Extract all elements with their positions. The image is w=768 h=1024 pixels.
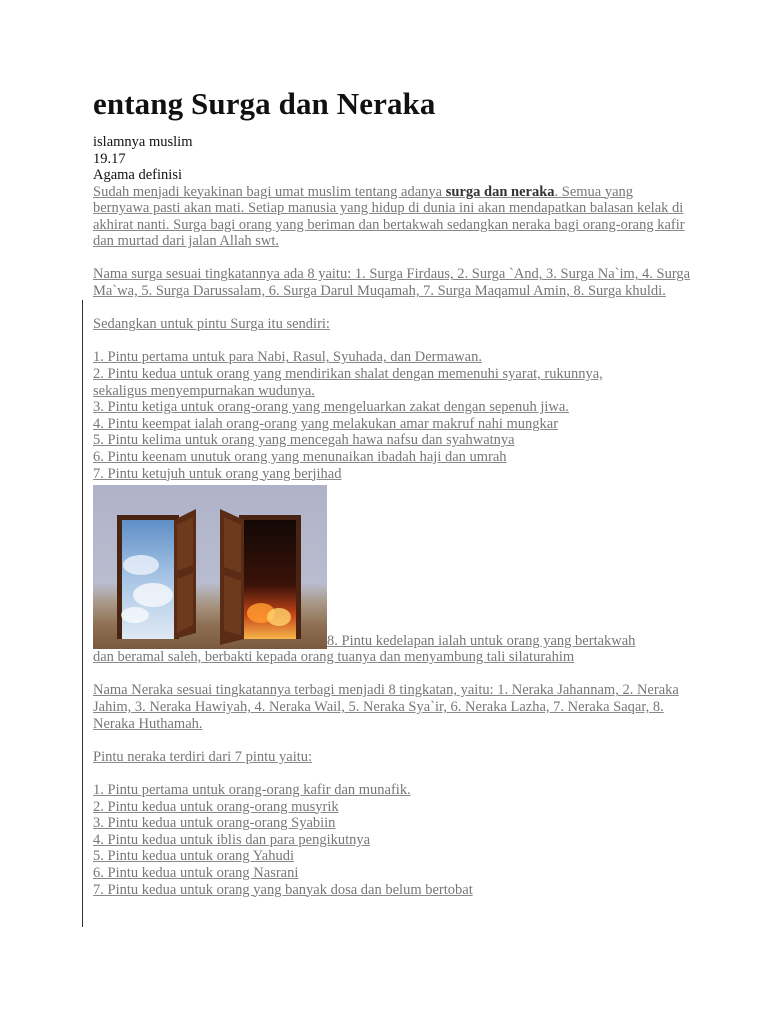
post-category[interactable]: Agama definisi [93, 167, 182, 183]
left-margin-rule [82, 300, 83, 927]
author-name[interactable]: islamnya muslim [93, 134, 193, 150]
list-item[interactable]: sekaligus menyempurnakan wudunya. [93, 382, 315, 399]
list-item[interactable]: 6. Pintu kedua untuk orang Nasrani [93, 864, 299, 881]
list-item[interactable]: 2. Pintu kedua untuk orang-orang musyrik [93, 798, 339, 815]
list-item[interactable]: 3. Pintu ketiga untuk orang-orang yang mengeluarkan zakat dengan sepenuh jiwa. [93, 399, 569, 416]
heaven-hell-doors-image[interactable] [93, 485, 327, 649]
list-item[interactable]: 7. Pintu kedua untuk orang yang banyak dosa dan belum bertobat [93, 881, 473, 898]
neraka-names-paragraph[interactable]: Nama Neraka sesuai tingkatannya terbagi menjadi 8 tingkatan, yaitu: 1. Neraka Jahannam, 2. Neraka Jahim, 3. Neraka Hawiyah, 4. Neraka Wail, 5. Neraka Sya`ir, 6. Neraka Lazha, 7. Neraka Saqar, 8. Neraka Huthamah. [93, 682, 679, 732]
doors-image-row [93, 485, 693, 649]
list-item[interactable]: 1. Pintu pertama untuk para Nabi, Rasul, Syuhada, dan Dermawan. [93, 349, 482, 366]
list-item[interactable]: 5. Pintu kelima untuk orang yang mencegah hawa nafsu dan syahwatnya [93, 432, 515, 449]
post-time[interactable]: 19.17 [93, 150, 126, 167]
door8-line2[interactable]: dan beramal saleh, berbakti kepada orang tuanya dan menyambung tali silaturahim [93, 649, 575, 666]
neraka-doors-list [93, 782, 693, 898]
list-item[interactable]: 4. Pintu kedua untuk iblis dan para pengikutnya [93, 831, 371, 848]
intro-paragraph[interactable]: Sudah menjadi keyakinan bagi umat muslim tentang adanya surga dan neraka. Semua yang bernyawa pasti akan mati. Setiap manusia yang hidup di dunia ini akan mendapatkan balasan kelak di akhirat nanti. Surga bagi orang yang beriman dan bertakwah sedangkan neraka bagi orang-orang kafir dan murtad dari jalan Allah swt. [93, 183, 685, 250]
list-item[interactable]: 3. Pintu kedua untuk orang-orang Syabiin [93, 815, 336, 832]
list-item[interactable]: 6. Pintu keenam unutuk orang yang menunaikan ibadah haji dan umrah [93, 449, 507, 465]
door8-line1[interactable]: 8. Pintu kedelapan ialah untuk orang yang bertakwah [327, 633, 636, 650]
surga-doors-heading[interactable]: Sedangkan untuk pintu Surga itu sendiri: [93, 316, 330, 333]
list-item[interactable]: 7. Pintu ketujuh untuk orang yang berjihad [93, 465, 342, 482]
neraka-doors-heading[interactable]: Pintu neraka terdiri dari 7 pintu yaitu: [93, 748, 313, 765]
list-item[interactable]: 2. Pintu kedua untuk orang yang mendirikan shalat dengan memenuhi syarat, rukunnya, [93, 366, 603, 383]
article-title: entang Surga dan Neraka [93, 86, 436, 121]
article [93, 84, 693, 898]
surga-doors-list [93, 349, 693, 482]
surga-names-paragraph[interactable]: Nama surga sesuai tingkatannya ada 8 yaitu: 1. Surga Firdaus, 2. Surga `And, 3. Surga Na`im, 4. Surga Ma`wa, 5. Surga Darussalam, 6. Surga Darul Muqamah, 7. Surga Maqamul Amin, 8. Surga khuldi. [93, 266, 691, 300]
intro-bold-term: surga dan neraka [445, 183, 555, 200]
list-item[interactable]: 5. Pintu kedua untuk orang Yahudi [93, 848, 294, 865]
list-item[interactable]: 1. Pintu pertama untuk orang-orang kafir dan munafik. [93, 781, 411, 798]
post-meta [93, 134, 693, 184]
article-body [93, 184, 693, 899]
list-item[interactable]: 4. Pintu keempat ialah orang-orang yang melakukan amar makruf nahi mungkar [93, 415, 559, 432]
